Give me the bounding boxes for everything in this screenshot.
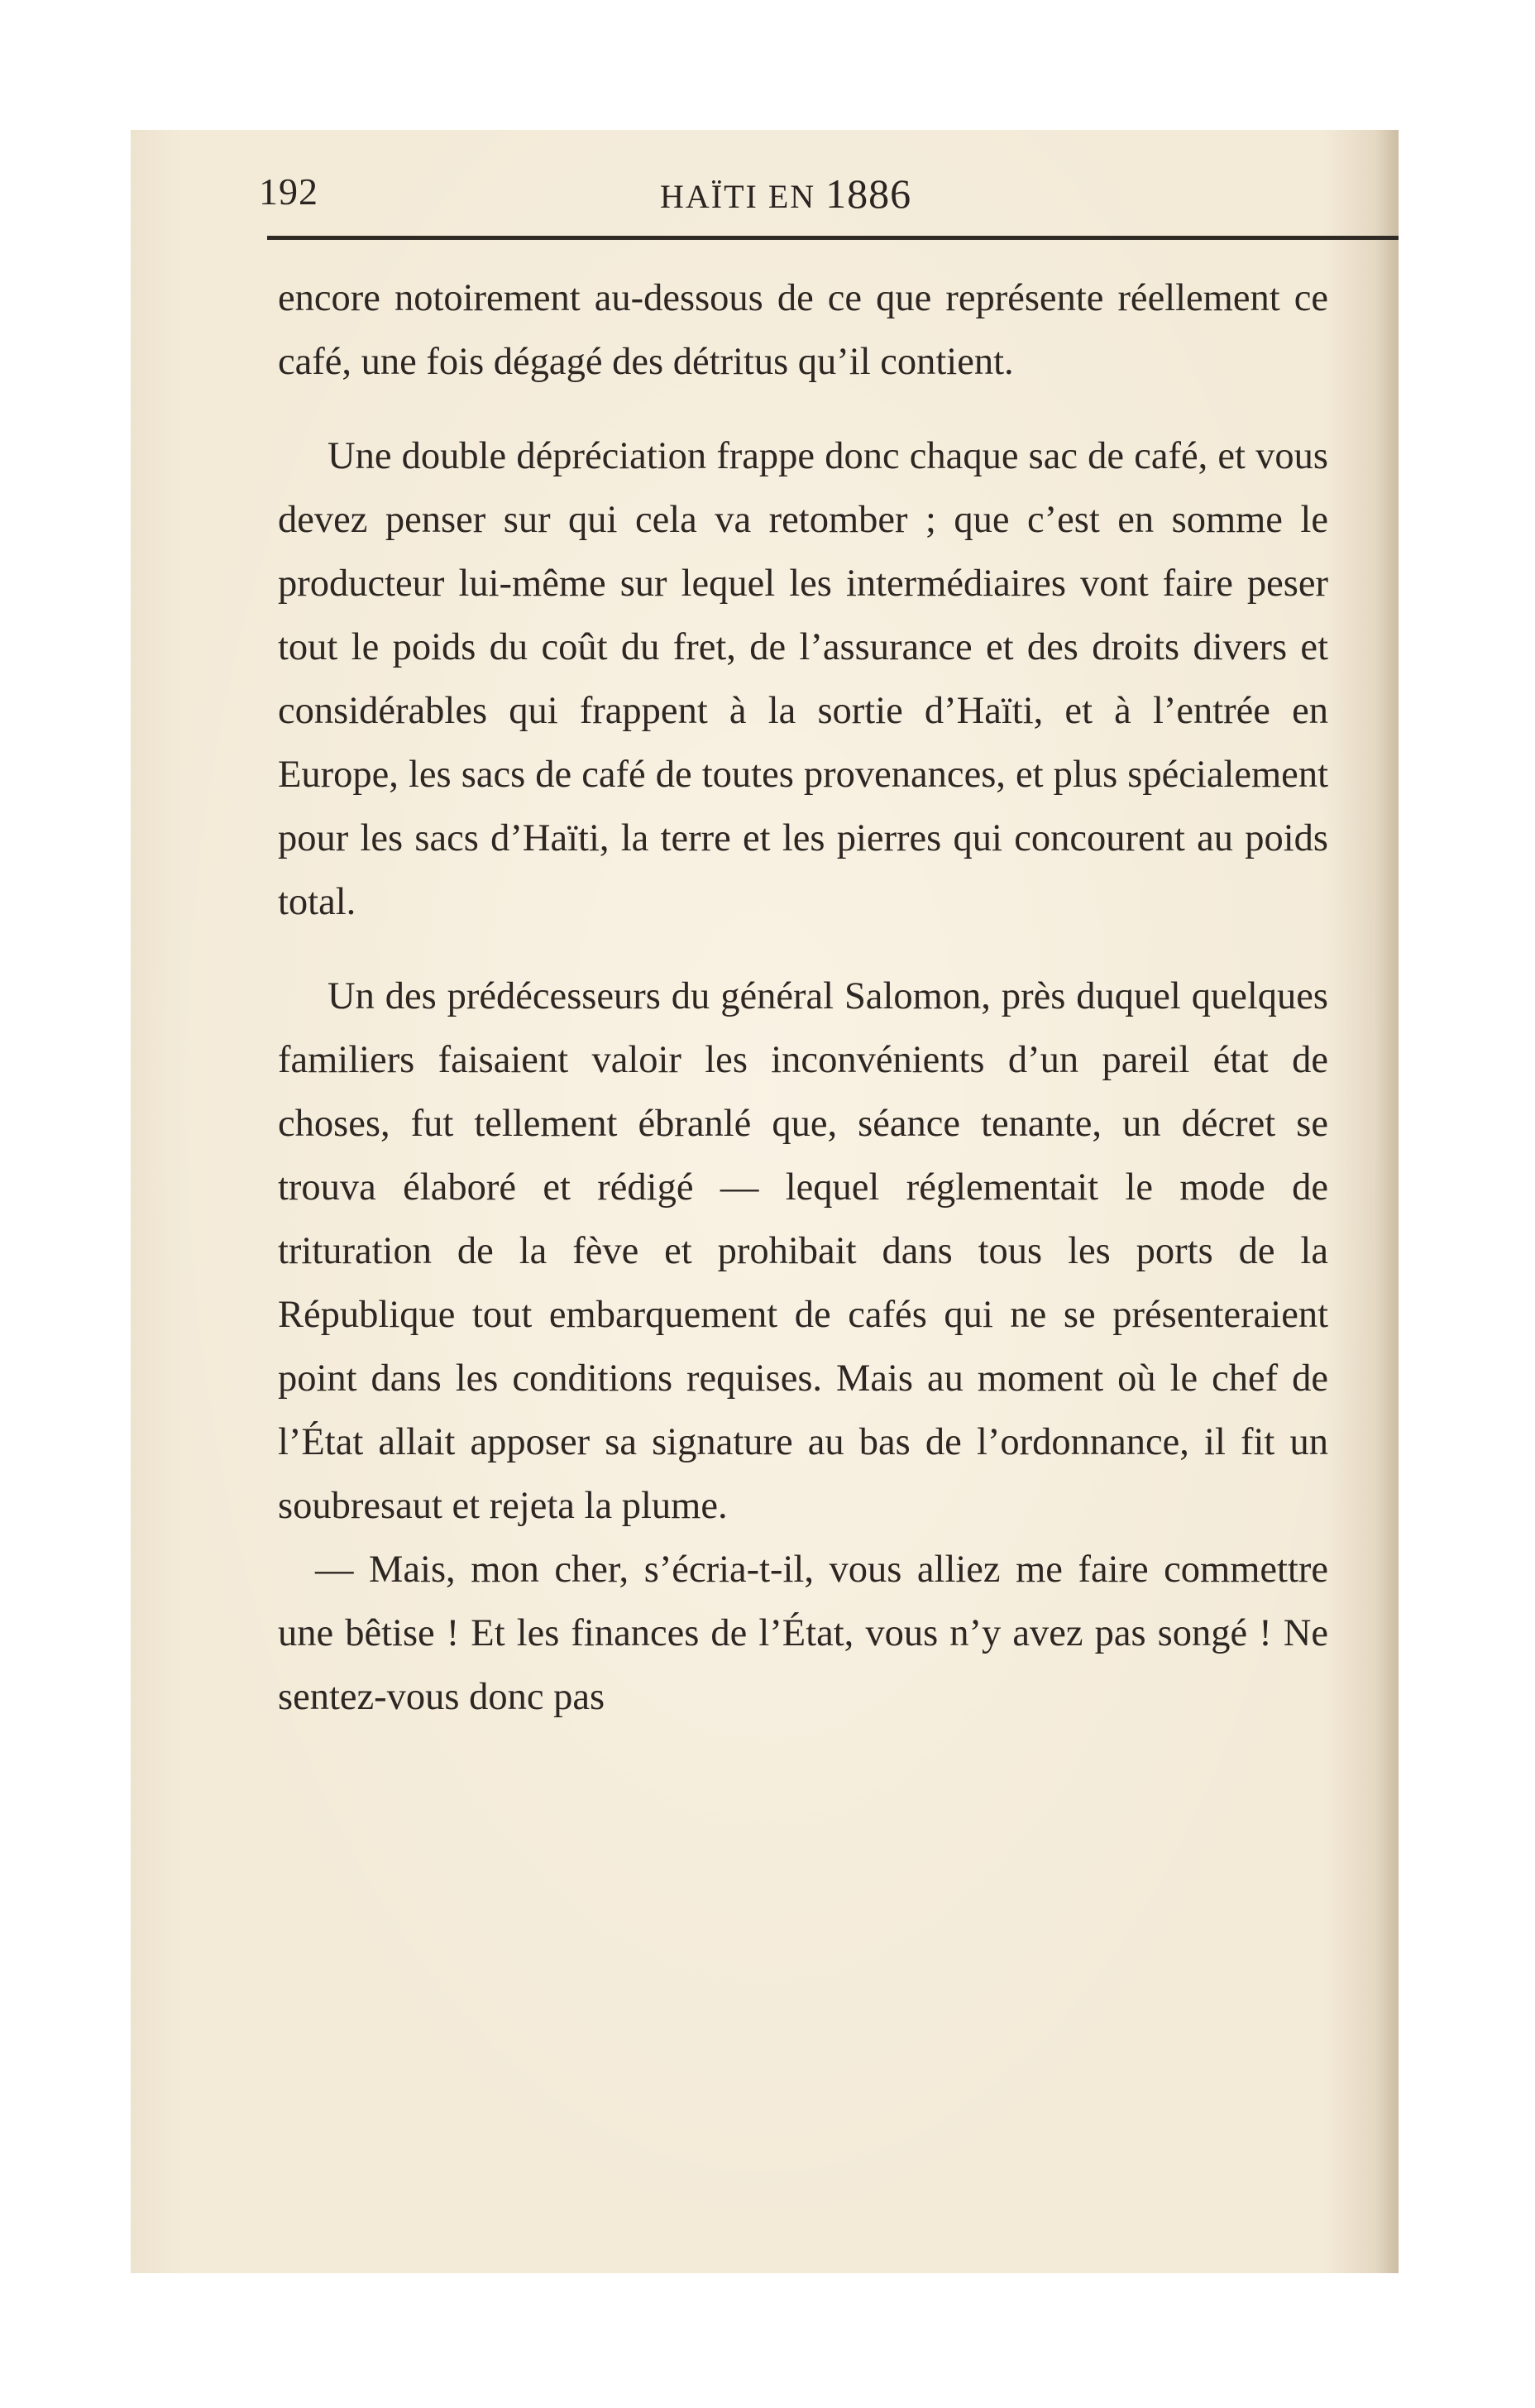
paragraph-continuation: encore notoirement au-dessous de ce que représente réellement ce café, une fois dégagé des détritus qu’il contient.	[278, 277, 1328, 383]
body-text	[278, 266, 1328, 1729]
running-header-year: 1886	[825, 170, 912, 217]
paragraph-dialogue: — Mais, mon cher, s’écria-t-il, vous alliez me faire commettre une bêtise ! Et les finances de l’État, vous n’y avez pas songé ! Ne sentez-vous donc pas	[278, 1549, 1328, 1718]
book-page	[131, 130, 1399, 2273]
running-header	[660, 170, 911, 218]
page-number: 192	[259, 170, 318, 213]
running-header-title: HAÏTI EN	[660, 178, 816, 215]
paragraph: Un des prédécesseurs du général Salomon, près duquel quelques familiers faisaient valoir les inconvénients d’un pareil état de choses, fut tellement ébranlé que, séance tenante, un décret se trouva élaboré et rédigé — lequel réglementait le mode de trituration de la fève et prohibait dans tous les ports de la République tout embarquement de cafés qui ne se présenteraient point dans les conditions requises. Mais au moment où le chef de l’État allait apposer sa signature au bas de l’ordonnance, il fit un soubresaut et rejeta la plume.	[278, 975, 1328, 1527]
page-edge-shadow	[1375, 130, 1399, 2273]
header-rule	[267, 236, 1399, 240]
paragraph: Une double dépréciation frappe donc chaque sac de café, et vous devez penser sur qui cela va retomber ; que c’est en somme le producteur lui-même sur lequel les intermédiaires vont faire peser tout le poids du coût du fret, de l’assurance et des droits divers et considérables qui frappent à la sortie d’Haïti, et à l’entrée en Europe, les sacs de café de toutes provenances, et plus spécialement pour les sacs d’Haïti, la terre et les pierres qui concourent au poids total.	[278, 435, 1328, 923]
